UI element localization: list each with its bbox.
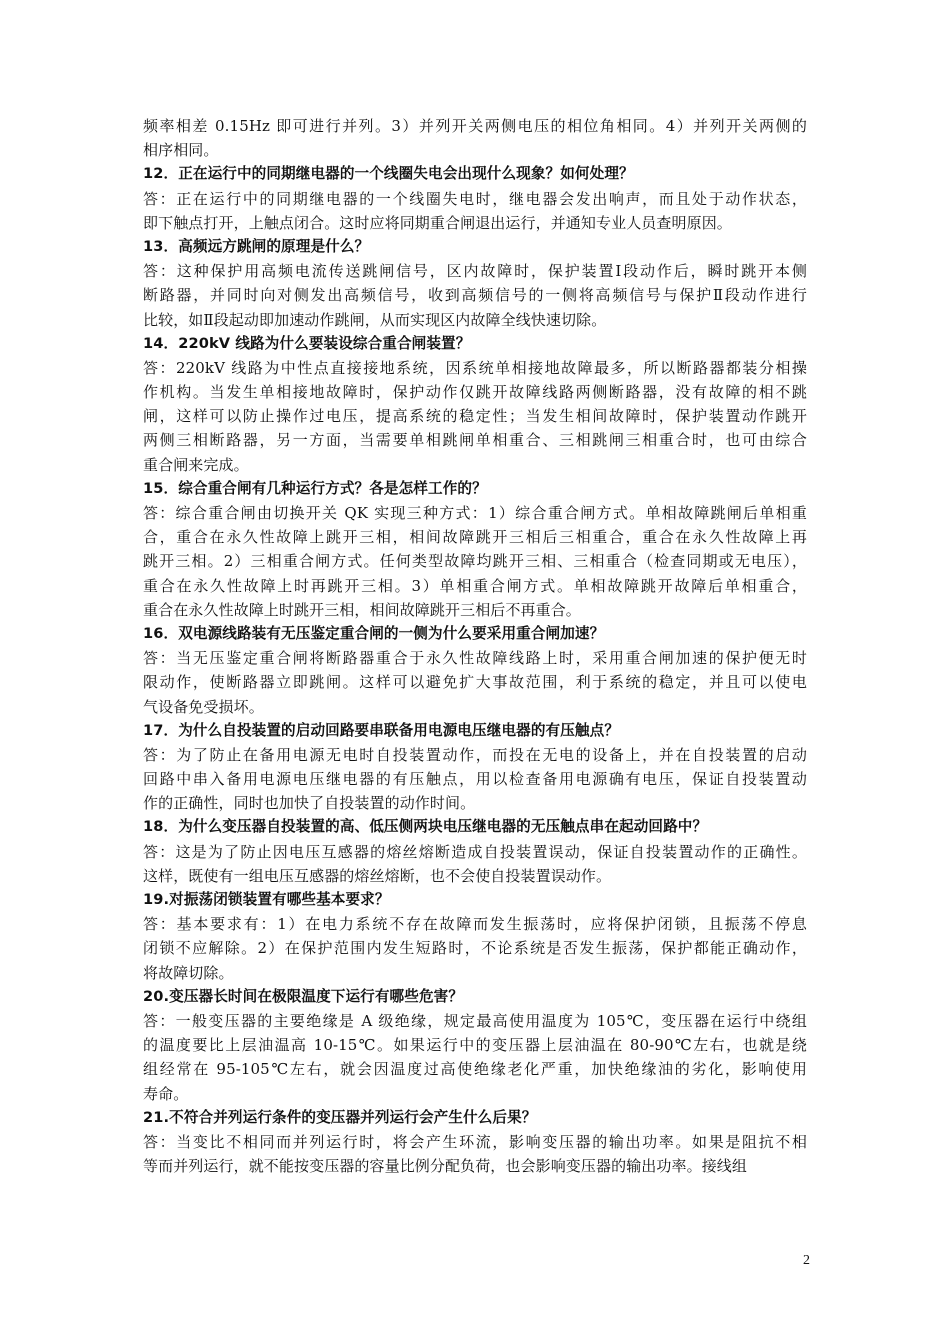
answer-line: 将故障切除。 (143, 963, 234, 982)
answer-line: 寿命。 (143, 1084, 189, 1103)
page-number: 2 (803, 1253, 810, 1268)
answer-line: 答：这是为了防止因电压互感器的熔丝熔断造成自投装置误动，保证自投装置动作的正确性。 (143, 842, 807, 861)
answer-line: 气设备免受损坏。 (143, 697, 264, 716)
answer-paragraph (143, 259, 807, 332)
answer-line: 答：综合重合闸由切换开关 QK 实现三种方式：1）综合重合闸方式。单相故障跳闸后单相重 (143, 504, 807, 522)
answer-line: 跳开三相。2）三相重合闸方式。任何类型故障均跳开三相、三相重合（检查同期或无电压）， (143, 552, 807, 571)
answer-paragraph (143, 646, 807, 719)
answer-line: 作机构。当发生单相接地故障时，保护动作仅跳开故障线路两侧断路器，没有故障的相不跳 (143, 383, 807, 402)
answer-line: 作的正确性，同时也加快了自投装置的动作时间。 (143, 794, 476, 813)
question-text: 15．综合重合闸有几种运行方式？各是怎样工作的？ (143, 479, 487, 497)
answer-line: 限动作，使断路器立即跳闸。这样可以避免扩大事故范围，利于系统的稳定，并且可以使电 (143, 673, 807, 692)
question-heading (143, 162, 807, 186)
answer-line: 两侧三相断路器，另一方面，当需要单相跳闸单相重合、三相跳闸三相重合时，也可由综合 (143, 431, 807, 450)
answer-line: 重合闸来完成。 (143, 455, 249, 474)
answer-line: 的温度要比上层油温高 10-15℃。如果运行中的变压器上层油温在 80-90℃左右，也就是绕 (143, 1036, 807, 1055)
answer-line: 闸，这样可以防止操作过电压，提高系统的稳定性；当发生相间故障时，保护装置动作跳开 (143, 407, 807, 426)
answer-paragraph (143, 501, 807, 622)
answer-line: 回路中串入备用电源电压继电器的有压触点，用以检查备用电源确有电压，保证自投装置动 (143, 770, 807, 789)
answer-paragraph (143, 187, 807, 235)
answer-line: 答：正在运行中的同期继电器的一个线圈失电时，继电器会发出响声，而且处于动作状态， (143, 189, 807, 208)
answer-line: 等而并列运行，就不能按变压器的容量比例分配负荷，也会影响变压器的输出功率。接线组 (143, 1157, 748, 1176)
answer-paragraph (143, 1130, 807, 1178)
answer-line: 比较，如Ⅱ段起动即加速动作跳闸，从而实现区内故障全线快速切除。 (143, 310, 607, 329)
answer-line: 频率相差 0.15Hz 即可进行并列。3）并列开关两侧电压的相位角相同。4）并列开关两侧的 (143, 117, 807, 135)
answer-paragraph (143, 114, 807, 162)
answer-line: 合，重合在永久性故障上跳开三相，相间故障跳开三相后三相重合，重合在永久性故障上再 (143, 528, 807, 547)
answer-line: 即下触点打开，上触点闭合。这时应将同期重合闸退出运行，并通知专业人员查明原因。 (143, 213, 732, 232)
answer-line: 闭锁不应解除。2）在保护范围内发生短路时，不论系统是否发生振荡，保护都能正确动作， (143, 939, 807, 958)
answer-line: 答：基本要求有：1）在电力系统不存在故障而发生振荡时，应将保护闭锁，且振荡不停息 (143, 915, 807, 934)
answer-line: 重合在永久性故障上时跳开三相，相间故障跳开三相后不再重合。 (143, 600, 581, 619)
question-heading (143, 719, 807, 743)
question-text: 12．正在运行中的同期继电器的一个线圈失电会出现什么现象？如何处理？ (143, 165, 634, 183)
answer-line: 相序相同。 (143, 141, 219, 160)
answer-line: 组经常在 95-105℃左右，就会因温度过高使绝缘老化严重，加快绝缘油的劣化，影响使用 (143, 1060, 807, 1079)
answer-paragraph (143, 1009, 807, 1106)
question-text: 19.对振荡闭锁装置有哪些基本要求？ (143, 891, 390, 908)
answer-line: 断路器，并同时向对侧发出高频信号，收到高频信号的一侧将高频信号与保护Ⅱ段动作进行 (143, 286, 807, 305)
question-heading (143, 815, 807, 839)
question-heading (143, 332, 807, 356)
answer-paragraph (143, 840, 807, 888)
question-text: 13．高频远方跳闸的原理是什么？ (143, 237, 370, 255)
question-heading (143, 888, 807, 912)
answer-line: 答：当变比不相同而并列运行时，将会产生环流，影响变压器的输出功率。如果是阻抗不相 (143, 1132, 807, 1151)
question-text: 20.变压器长时间在极限温度下运行有哪些危害？ (143, 987, 464, 1005)
question-heading (143, 1106, 807, 1130)
answer-line: 这样，既使有一组电压互感器的熔丝熔断，也不会使自投装置误动作。 (143, 866, 612, 885)
question-text: 21.不符合并列运行条件的变压器并列运行会产生什么后果？ (143, 1108, 537, 1126)
answer-line: 答：一般变压器的主要绝缘是 A 级绝缘，规定最高使用温度为 105℃，变压器在运行中绕组 (143, 1011, 807, 1030)
answer-line: 答：220kV 线路为中性点直接接地系统，因系统单相接地故障最多，所以断路器都装分相操 (143, 358, 807, 377)
question-text: 18．为什么变压器自投装置的高、低压侧两块电压继电器的无压触点串在起动回路中？ (143, 818, 708, 836)
answer-line: 答：为了防止在备用电源无电时自投装置动作，而投在无电的设备上，并在自投装置的启动 (143, 745, 807, 764)
question-heading (143, 235, 807, 259)
answer-paragraph (143, 743, 807, 816)
answer-line: 答：当无压鉴定重合闸将断路器重合于永久性故障线路上时，采用重合闸加速的保护便无时 (143, 649, 807, 668)
answer-paragraph (143, 356, 807, 477)
question-heading (143, 985, 807, 1009)
answer-line: 答：这种保护用高频电流传送跳闸信号，区内故障时，保护装置Ⅰ段动作后，瞬时跳开本侧 (143, 262, 807, 281)
question-text: 17．为什么自投装置的启动回路要串联备用电源电压继电器的有压触点？ (143, 721, 620, 739)
document-body (143, 114, 807, 1178)
answer-paragraph (143, 912, 807, 985)
question-text: 16．双电源线路装有无压鉴定重合闸的一侧为什么要采用重合闸加速？ (143, 624, 605, 642)
question-heading (143, 477, 807, 501)
question-text: 14．220kV 线路为什么要装设综合重合闸装置？ (143, 334, 471, 352)
answer-line: 重合在永久性故障上时再跳开三相。3）单相重合闸方式。单相故障跳开故障后单相重合， (143, 576, 807, 595)
question-heading (143, 622, 807, 646)
